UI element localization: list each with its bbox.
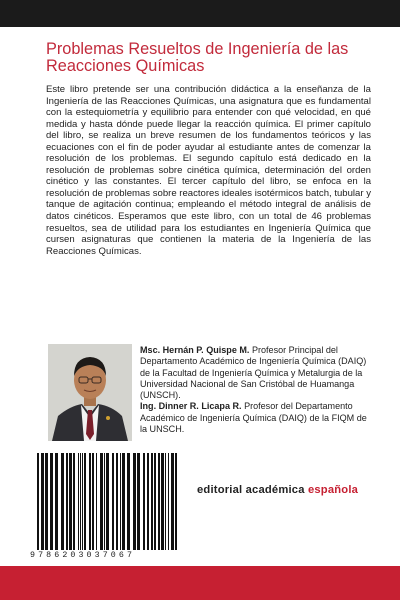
barcode-bar <box>89 453 91 550</box>
author-portrait-image <box>48 344 132 441</box>
barcode-bar <box>127 453 130 550</box>
barcode-bar <box>96 453 97 550</box>
barcode-bar <box>120 453 121 550</box>
barcode-bar <box>143 453 145 550</box>
barcode-bar <box>41 453 44 550</box>
barcode-bar <box>55 453 58 550</box>
barcode-bar <box>158 453 160 550</box>
author-1-name: Msc. Hernán P. Quispe M. <box>140 345 250 355</box>
isbn-number: 9786203037067 <box>30 551 136 560</box>
barcode-bar <box>112 453 114 550</box>
book-title: Problemas Resueltos de Ingeniería de las Reacciones Químicas <box>46 40 349 75</box>
barcode-bar <box>37 453 39 550</box>
barcode-bar <box>161 453 164 550</box>
publisher-name-accent: española <box>307 484 359 496</box>
author-2-name: Ing. Dinner R. Licapa R. <box>140 401 242 412</box>
barcode-bar <box>92 453 94 550</box>
publisher-name: editorial académica <box>197 484 308 496</box>
barcode-bar <box>137 453 140 550</box>
barcode-bar <box>78 453 79 550</box>
barcode-bar <box>116 453 118 550</box>
barcode-bar <box>147 453 149 550</box>
barcode-bar <box>69 453 72 550</box>
bottom-border-bar <box>0 566 400 600</box>
author-2 <box>140 401 370 435</box>
barcode-bar <box>104 453 105 550</box>
author-1 <box>140 345 370 401</box>
book-description: Este libro pretende ser una contribución didáctica a la enseñanza de la Ingeniería de las Reacciones Químicas, una asignatura que es fundamental con la estequiometría y equilibrio para entender con qué velocidad, en qué medida y hasta dónde puede llegar la reacción química. El primer capítulo del libro, se realiza un breve resumen de los fundamentos teóricos y las ecuaciones con el fin de poder ayudar al estudiante antes de comenzar la resolución de los problemas. El segundo capítulo está dedicado en la resolución de problemas sobre cinética química, determinación del orden cinético y las constantes. El tercer capítulo del libro, se enfoca en la resolución de problemas sobre reactores ideales isotérmicos batch, tubular y tanque de agitación continua; empleando el método integral de análisis de datos cinéticos. Esperamos que este libro, con un total de 46 problemas resueltos, sea de utilidad para los estudiantes en Ingeniería Química que cursen asignaturas que contienen la materia de la Ingeniería de las Reacciones Químicas. <box>46 84 371 257</box>
barcode-bar <box>165 453 166 550</box>
barcode-bar <box>106 453 109 550</box>
barcode-bar <box>73 453 75 550</box>
author-2-bio: Profesor del Departamento Académico de Ingeniería Química (DAIQ) de la FIQM de la UNSCH. <box>140 401 367 435</box>
barcode-bar <box>151 453 153 550</box>
top-border-bar <box>0 0 400 27</box>
barcode-bar <box>66 453 68 550</box>
barcode-bar <box>84 453 86 550</box>
barcode-bar <box>168 453 169 550</box>
barcode-bar <box>82 453 83 550</box>
barcode-bar <box>80 453 81 550</box>
author-bios <box>140 345 370 435</box>
barcode-bar <box>122 453 125 550</box>
barcode-bars <box>31 453 183 550</box>
barcode-bar <box>61 453 64 550</box>
barcode-bar <box>171 453 174 550</box>
barcode-bar <box>175 453 177 550</box>
barcode-bar <box>100 453 103 550</box>
publisher-logo <box>197 483 387 497</box>
isbn-barcode <box>31 453 183 561</box>
author-photo <box>48 344 132 441</box>
author-1-bio: Profesor Principal del Departamento Académico de Ingeniería Química (DAIQ) de la Facultad de Ingeniería Química y Metalurgia de la Universidad Nacional de San Cristóbal de Huamanga (UNSCH). <box>140 345 367 401</box>
barcode-bar <box>50 453 53 550</box>
barcode-bar <box>45 453 48 550</box>
barcode-bar <box>154 453 156 550</box>
barcode-bar <box>133 453 136 550</box>
